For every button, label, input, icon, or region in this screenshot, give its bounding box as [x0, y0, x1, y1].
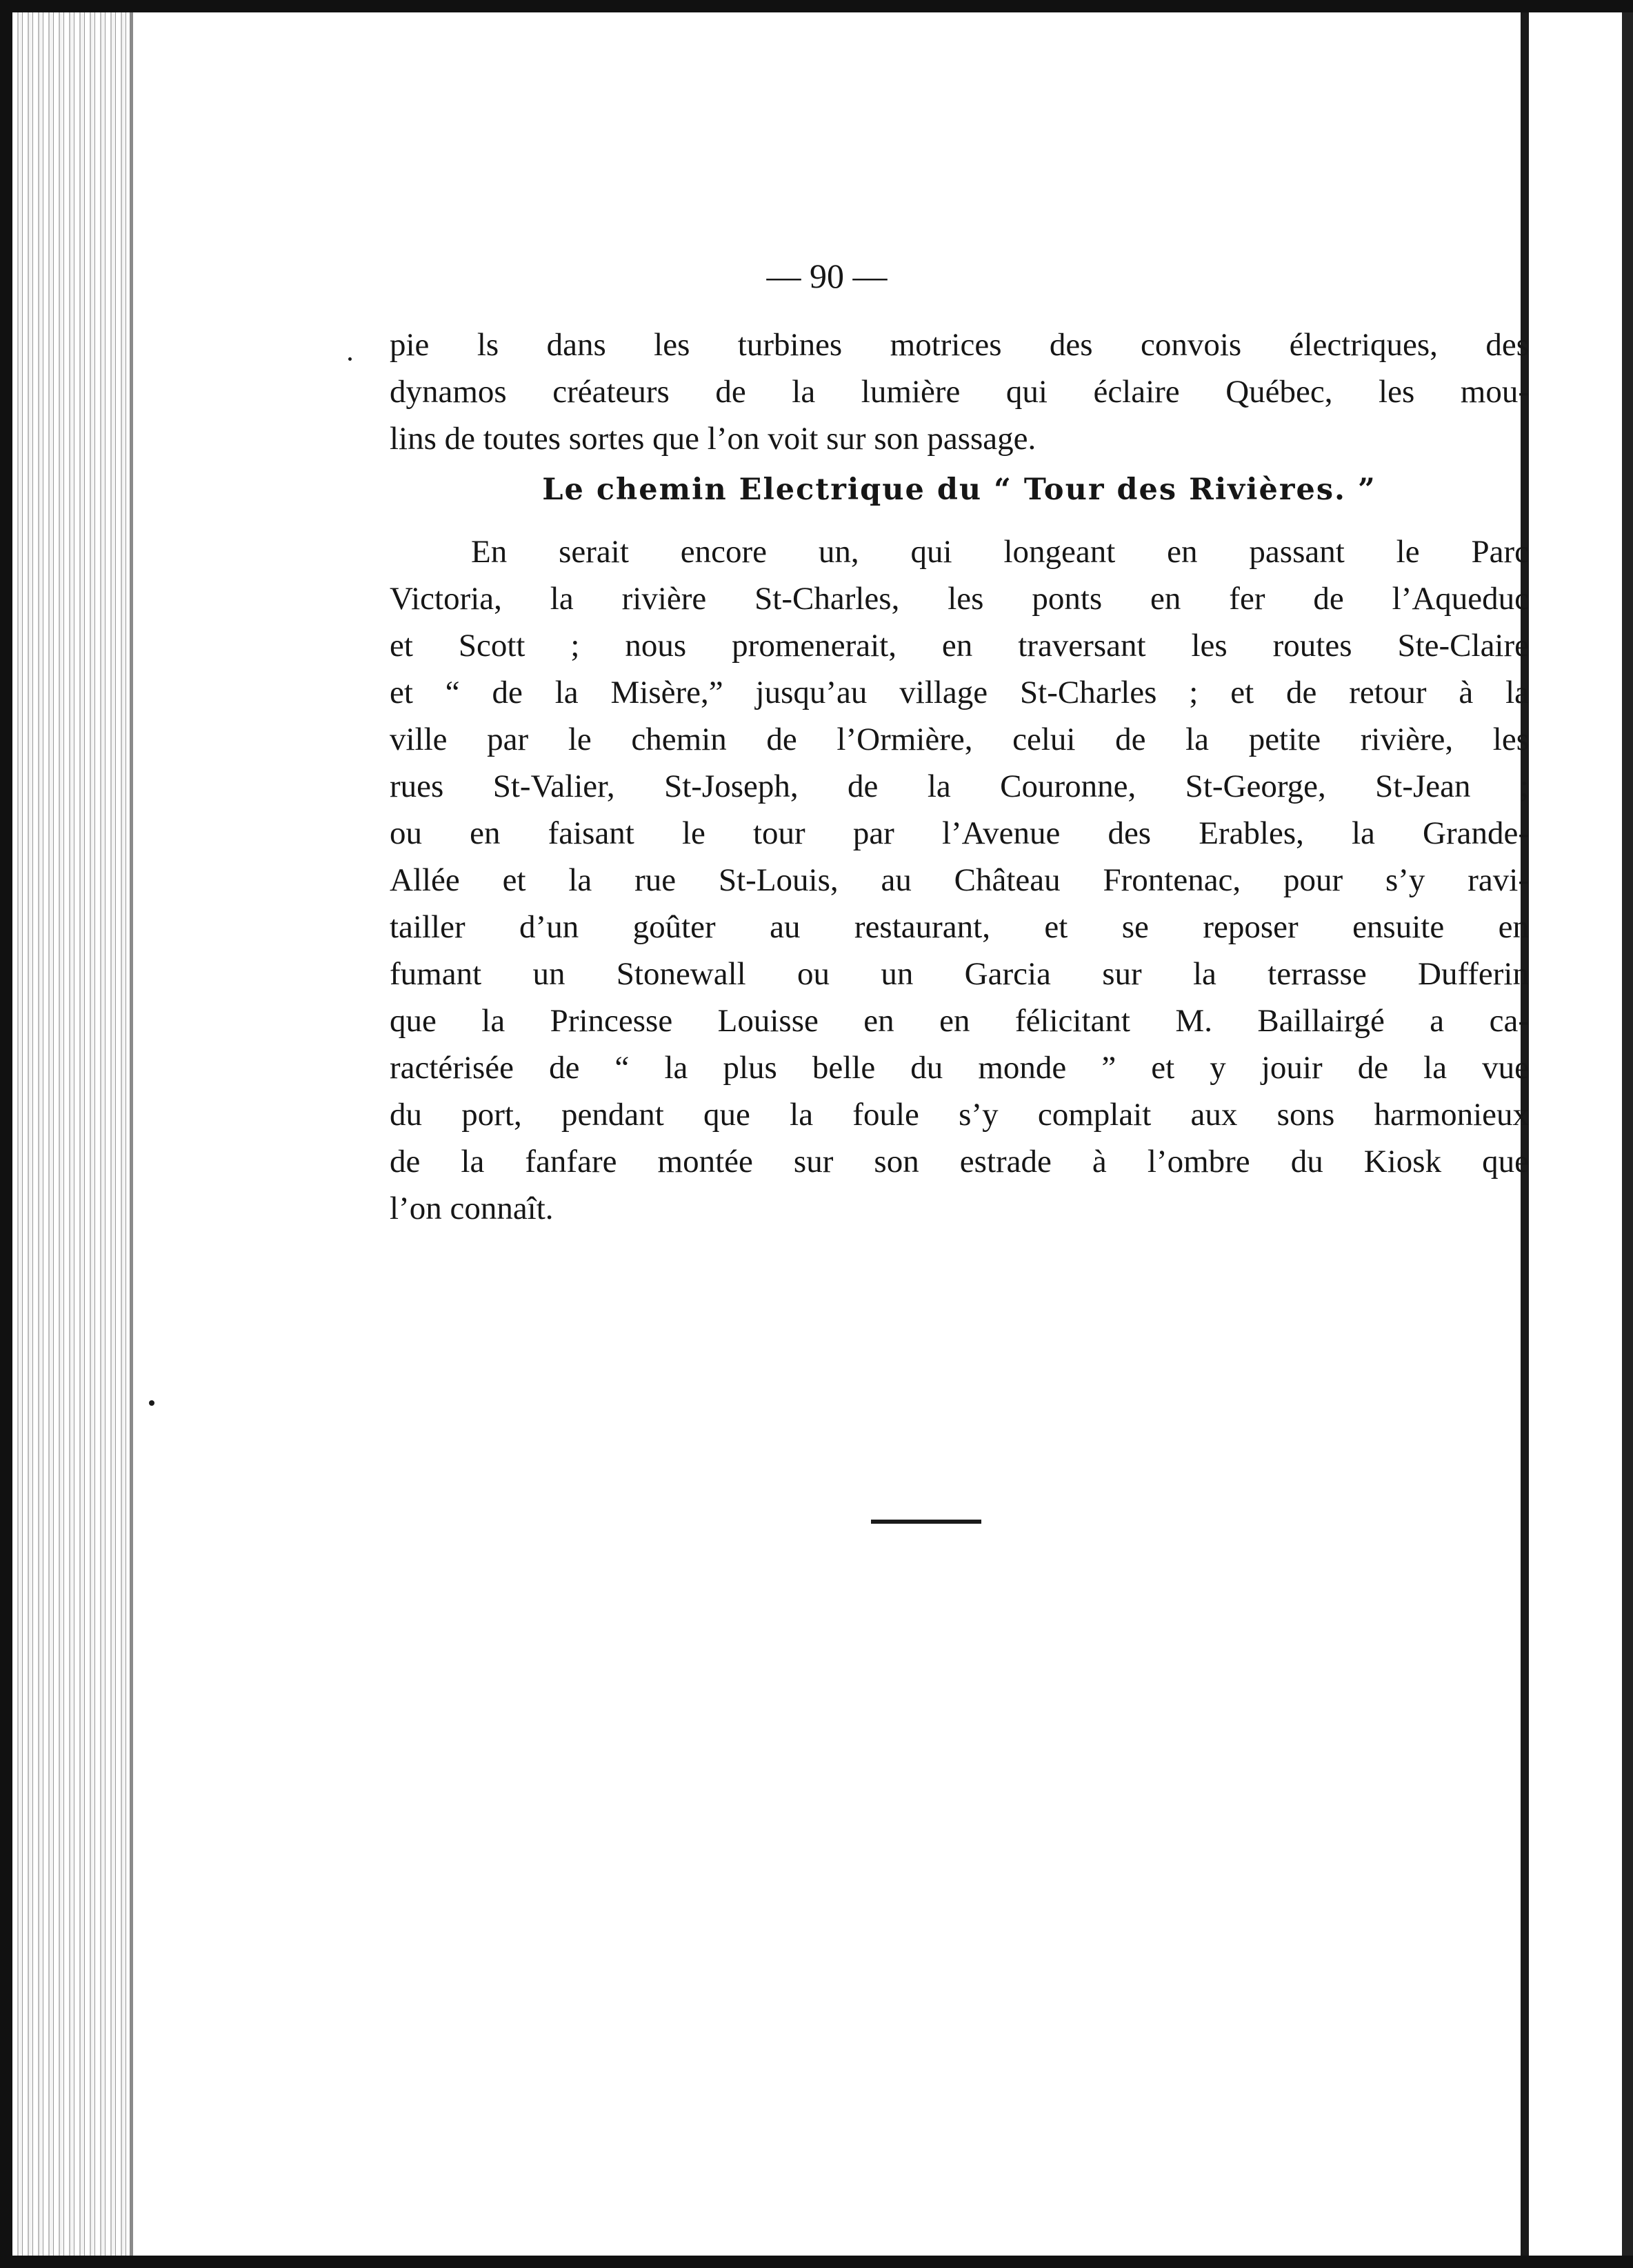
- scan-border-bottom: [0, 2256, 1633, 2268]
- book-page: [133, 12, 1529, 2256]
- text-line: En serait encore un, qui longeant en passant le Parc: [471, 534, 1529, 570]
- text-line: dynamos créateurs de la lumière qui éclaire Québec, les mou-: [390, 374, 1529, 410]
- section-heading: Le chemin Electrique du “ Tour des Rivières. ”: [542, 472, 1376, 507]
- scan-border-left: [0, 0, 12, 2268]
- text-line: tailler d’un goûter au restaurant, et se reposer ensuite en: [390, 909, 1529, 945]
- text-line: ractérisée de “ la plus belle du monde ” et y jouir de la vue: [390, 1050, 1529, 1086]
- adjacent-page: [1529, 12, 1633, 2256]
- ink-speck: [348, 357, 352, 361]
- text-line: et “ de la Misère,” jusqu’au village St-Charles ; et de retour à la: [390, 675, 1529, 710]
- ink-speck: [149, 1400, 154, 1406]
- scan-border-top: [0, 0, 1633, 12]
- stacked-page-edges: [12, 12, 133, 2256]
- text-line: pie ls dans les turbines motrices des convois électriques, des: [390, 327, 1529, 363]
- text-line: du port, pendant que la foule s’y complait aux sons harmonieux: [390, 1097, 1529, 1133]
- page-number: — 90 —: [766, 257, 888, 295]
- text-line: que la Princesse Louisse en en félicitant M. Baillairgé a ca-: [390, 1003, 1529, 1039]
- text-line: Allée et la rue St-Louis, au Château Frontenac, pour s’y ravi-: [390, 862, 1529, 898]
- paragraph-1: [390, 321, 1529, 462]
- text-line: de la fanfare montée sur son estrade à l’ombre du Kiosk que: [390, 1144, 1529, 1180]
- body-text: [390, 321, 1529, 1232]
- text-line: et Scott ; nous promenerait, en traversant les routes Ste-Claire: [390, 628, 1529, 664]
- text-line: Victoria, la rivière St-Charles, les ponts en fer de l’Aqueduc: [390, 581, 1529, 617]
- text-line: ville par le chemin de l’Ormière, celui de la petite rivière, les: [390, 722, 1529, 757]
- text-line: ou en faisant le tour par l’Avenue des Erables, la Grande-: [390, 815, 1529, 851]
- adjacent-page-edge: [1622, 12, 1633, 2256]
- text-line: rues St-Valier, St-Joseph, de la Couronne, St-George, St-Jean ;: [390, 768, 1529, 804]
- end-of-text-rule: [871, 1520, 981, 1524]
- text-line: l’on connaît.: [390, 1191, 554, 1226]
- text-line: lins de toutes sortes que l’on voit sur son passage.: [390, 421, 1036, 457]
- text-line: fumant un Stonewall ou un Garcia sur la terrasse Dufferin: [390, 956, 1529, 992]
- paragraph-2: [390, 528, 1529, 1232]
